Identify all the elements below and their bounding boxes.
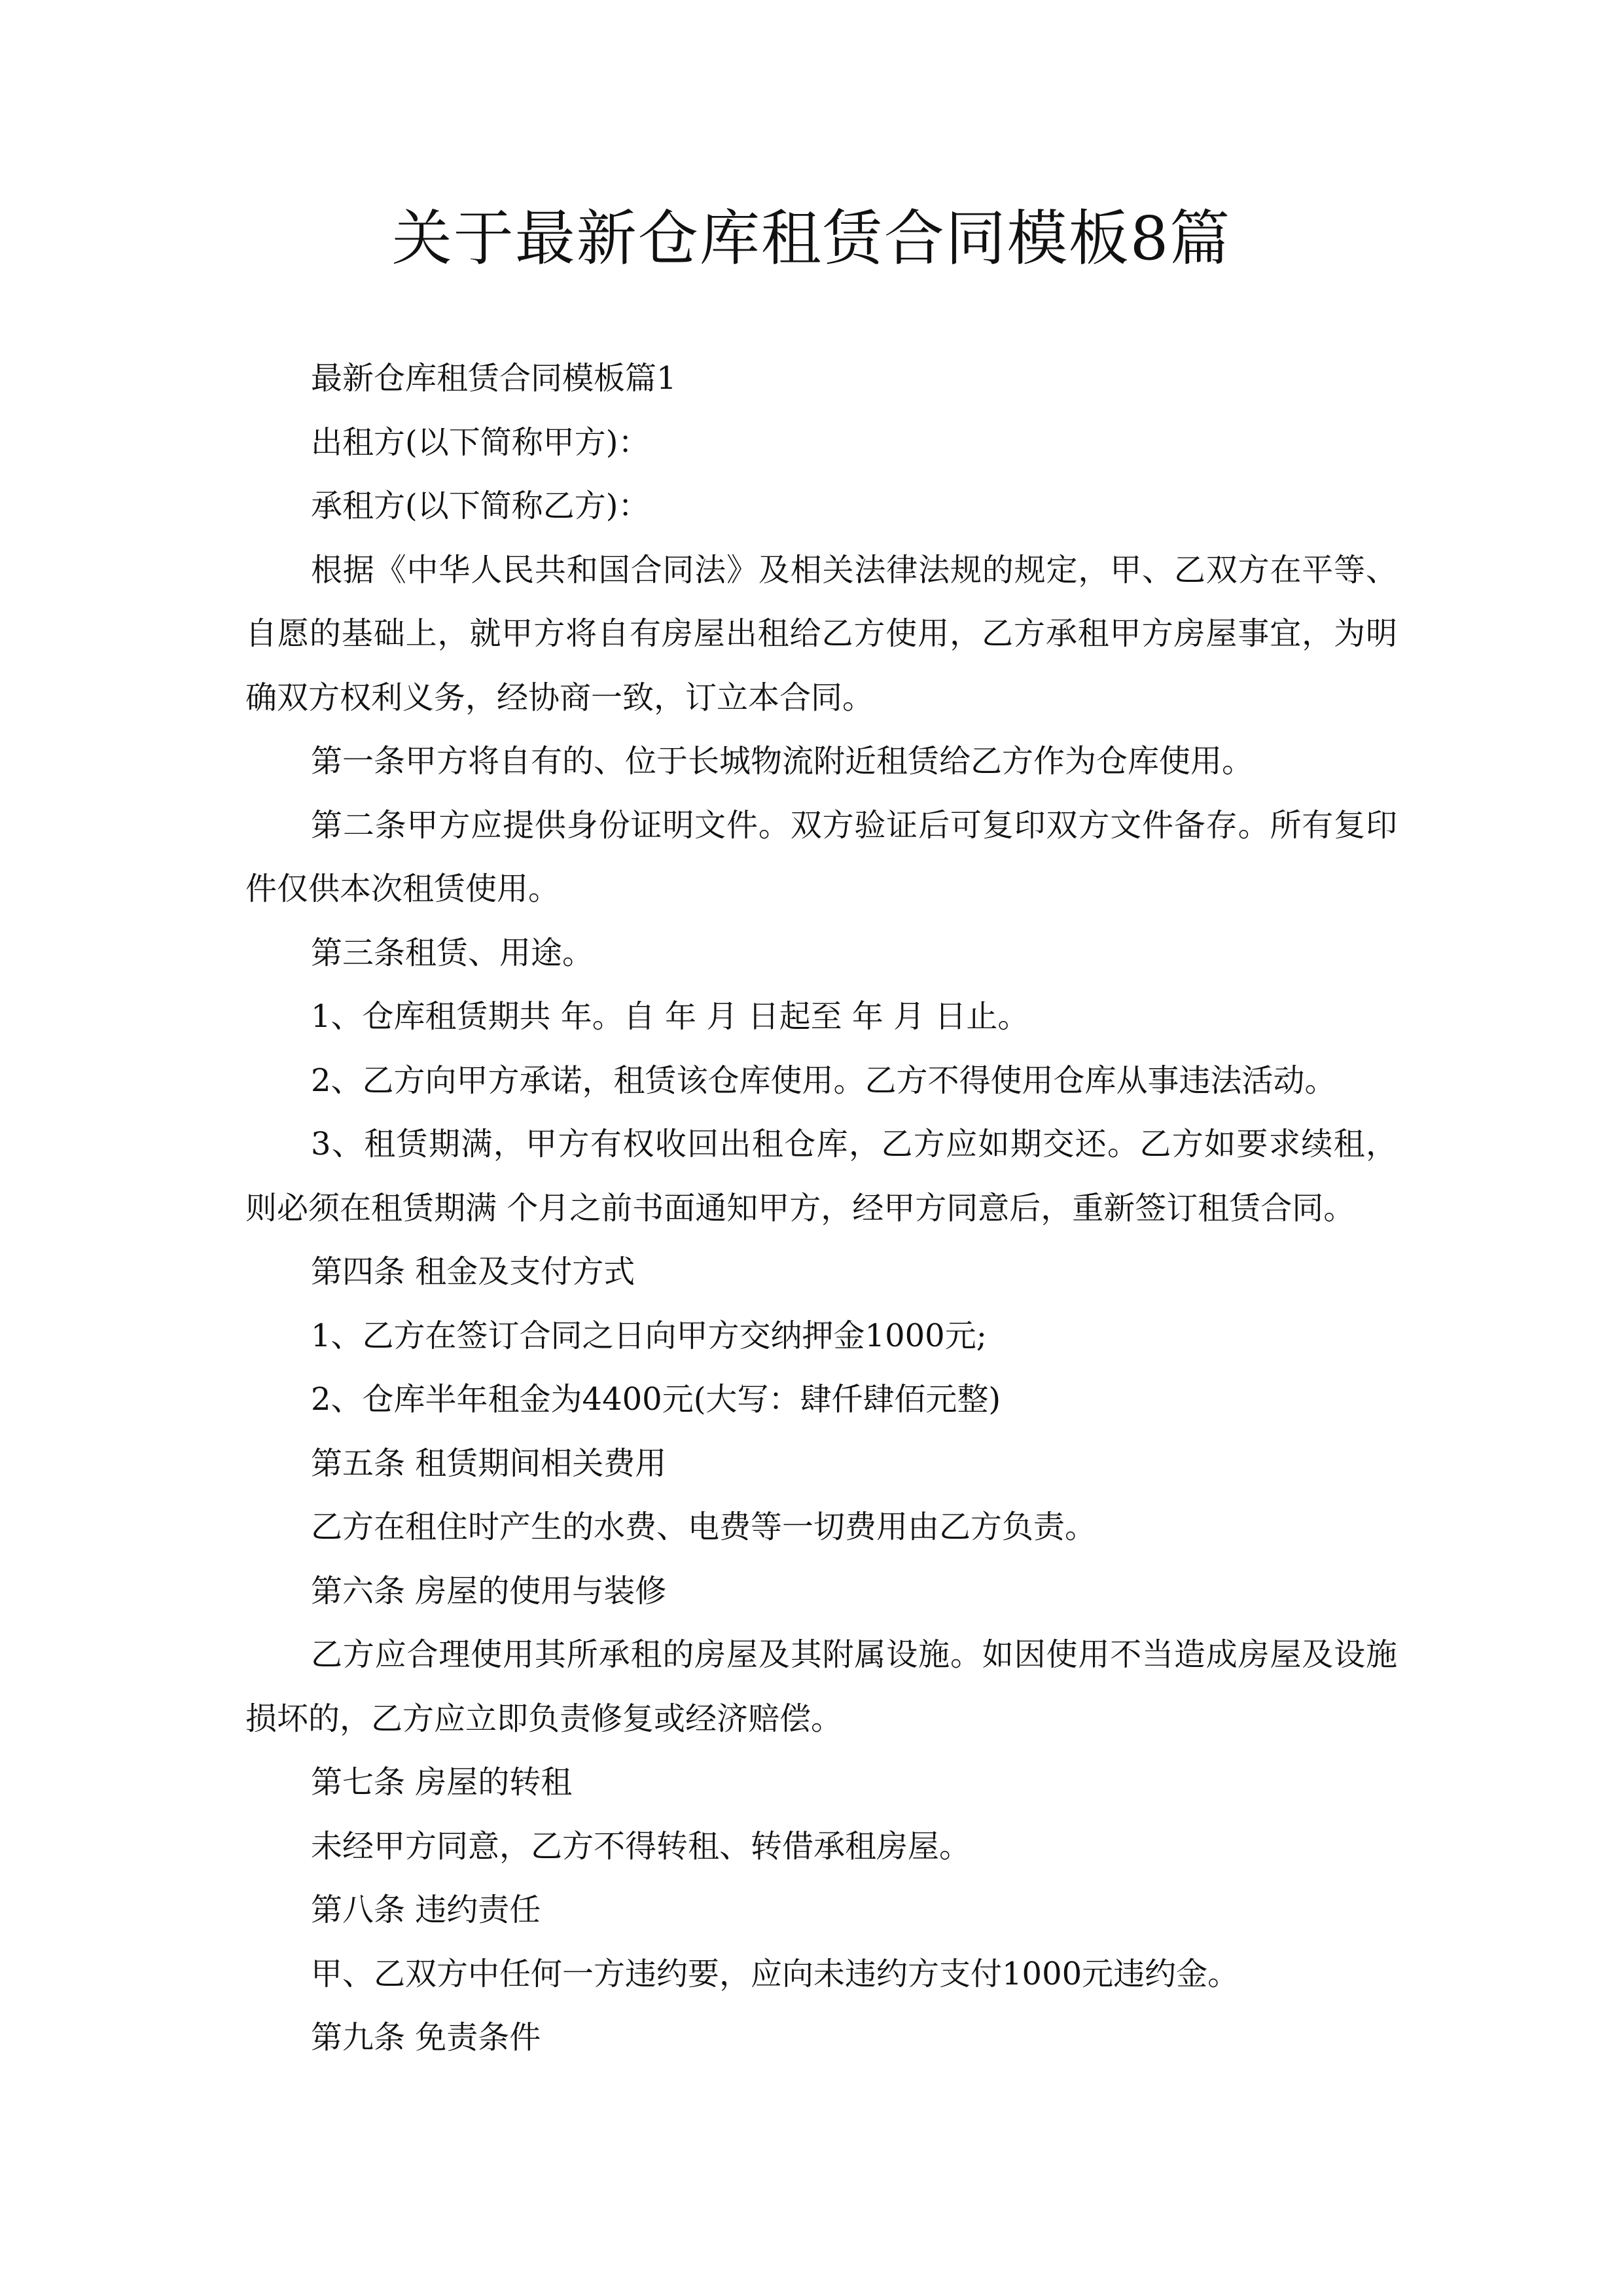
article-1: 第一条甲方将自有的、位于长城物流附近租赁给乙方作为仓库使用。 — [311, 743, 1254, 780]
article-6-heading: 第六条 房屋的使用与装修 — [311, 1572, 667, 1609]
article-3-item-3: 3、租赁期满，甲方有权收回出租仓库，乙方应如期交还。乙方如要求续租，则必须在租赁期满 个月之前书面通知甲方，经甲方同意后，重新签订租赁合同。 — [245, 1126, 1397, 1227]
article-4-heading: 第四条 租金及支付方式 — [311, 1253, 635, 1290]
section-heading: 最新仓库租赁合同模板篇1 — [311, 360, 677, 397]
lessee-line: 承租方(以下简称乙方)： — [311, 488, 650, 524]
article-3-heading: 第三条租赁、用途。 — [311, 934, 594, 971]
document-title: 关于最新仓库租赁合同模板8篇 — [391, 204, 1232, 274]
article-3-item-1: 1、仓库租赁期共 年。自 年 月 日起至 年 月 日止。 — [311, 998, 1029, 1035]
article-4-item-2: 2、仓库半年租金为4400元(大写：肆仟肆佰元整) — [311, 1381, 1001, 1418]
article-4-item-1: 1、乙方在签订合同之日向甲方交纳押金1000元; — [311, 1317, 987, 1354]
article-8-heading: 第八条 违约责任 — [311, 1892, 541, 1928]
article-7-body: 未经甲方同意，乙方不得转租、转借承租房屋。 — [311, 1827, 971, 1865]
article-6-body: 乙方应合理使用其所承租的房屋及其附属设施。如因使用不当造成房屋及设施损坏的，乙方应立即负责修复或经济赔偿。 — [245, 1636, 1397, 1737]
article-8-body: 甲、乙双方中任何一方违约要，应向未违约方支付1000元违约金。 — [311, 1955, 1240, 1992]
preamble-paragraph: 根据《中华人民共和国合同法》及相关法律法规的规定，甲、乙双方在平等、自愿的基础上，就甲方将自有房屋出租给乙方使用，乙方承租甲方房屋事宜，为明确双方权利义务，经协商一致，订立本合同。 — [245, 551, 1397, 716]
article-5-body: 乙方在租住时产生的水费、电费等一切费用由乙方负责。 — [311, 1509, 1097, 1545]
document-body — [245, 347, 1397, 2070]
article-7-heading: 第七条 房屋的转租 — [311, 1764, 573, 1801]
article-9-heading: 第九条 免责条件 — [311, 2019, 541, 2056]
lessor-line: 出租方(以下简称甲方)： — [311, 423, 650, 461]
article-5-heading: 第五条 租赁期间相关费用 — [311, 1444, 667, 1482]
article-3-item-2: 2、乙方向甲方承诺，租赁该仓库使用。乙方不得使用仓库从事违法活动。 — [311, 1062, 1336, 1099]
article-2: 第二条甲方应提供身份证明文件。双方验证后可复印双方文件备存。所有复印件仅供本次租赁使用。 — [245, 806, 1397, 907]
